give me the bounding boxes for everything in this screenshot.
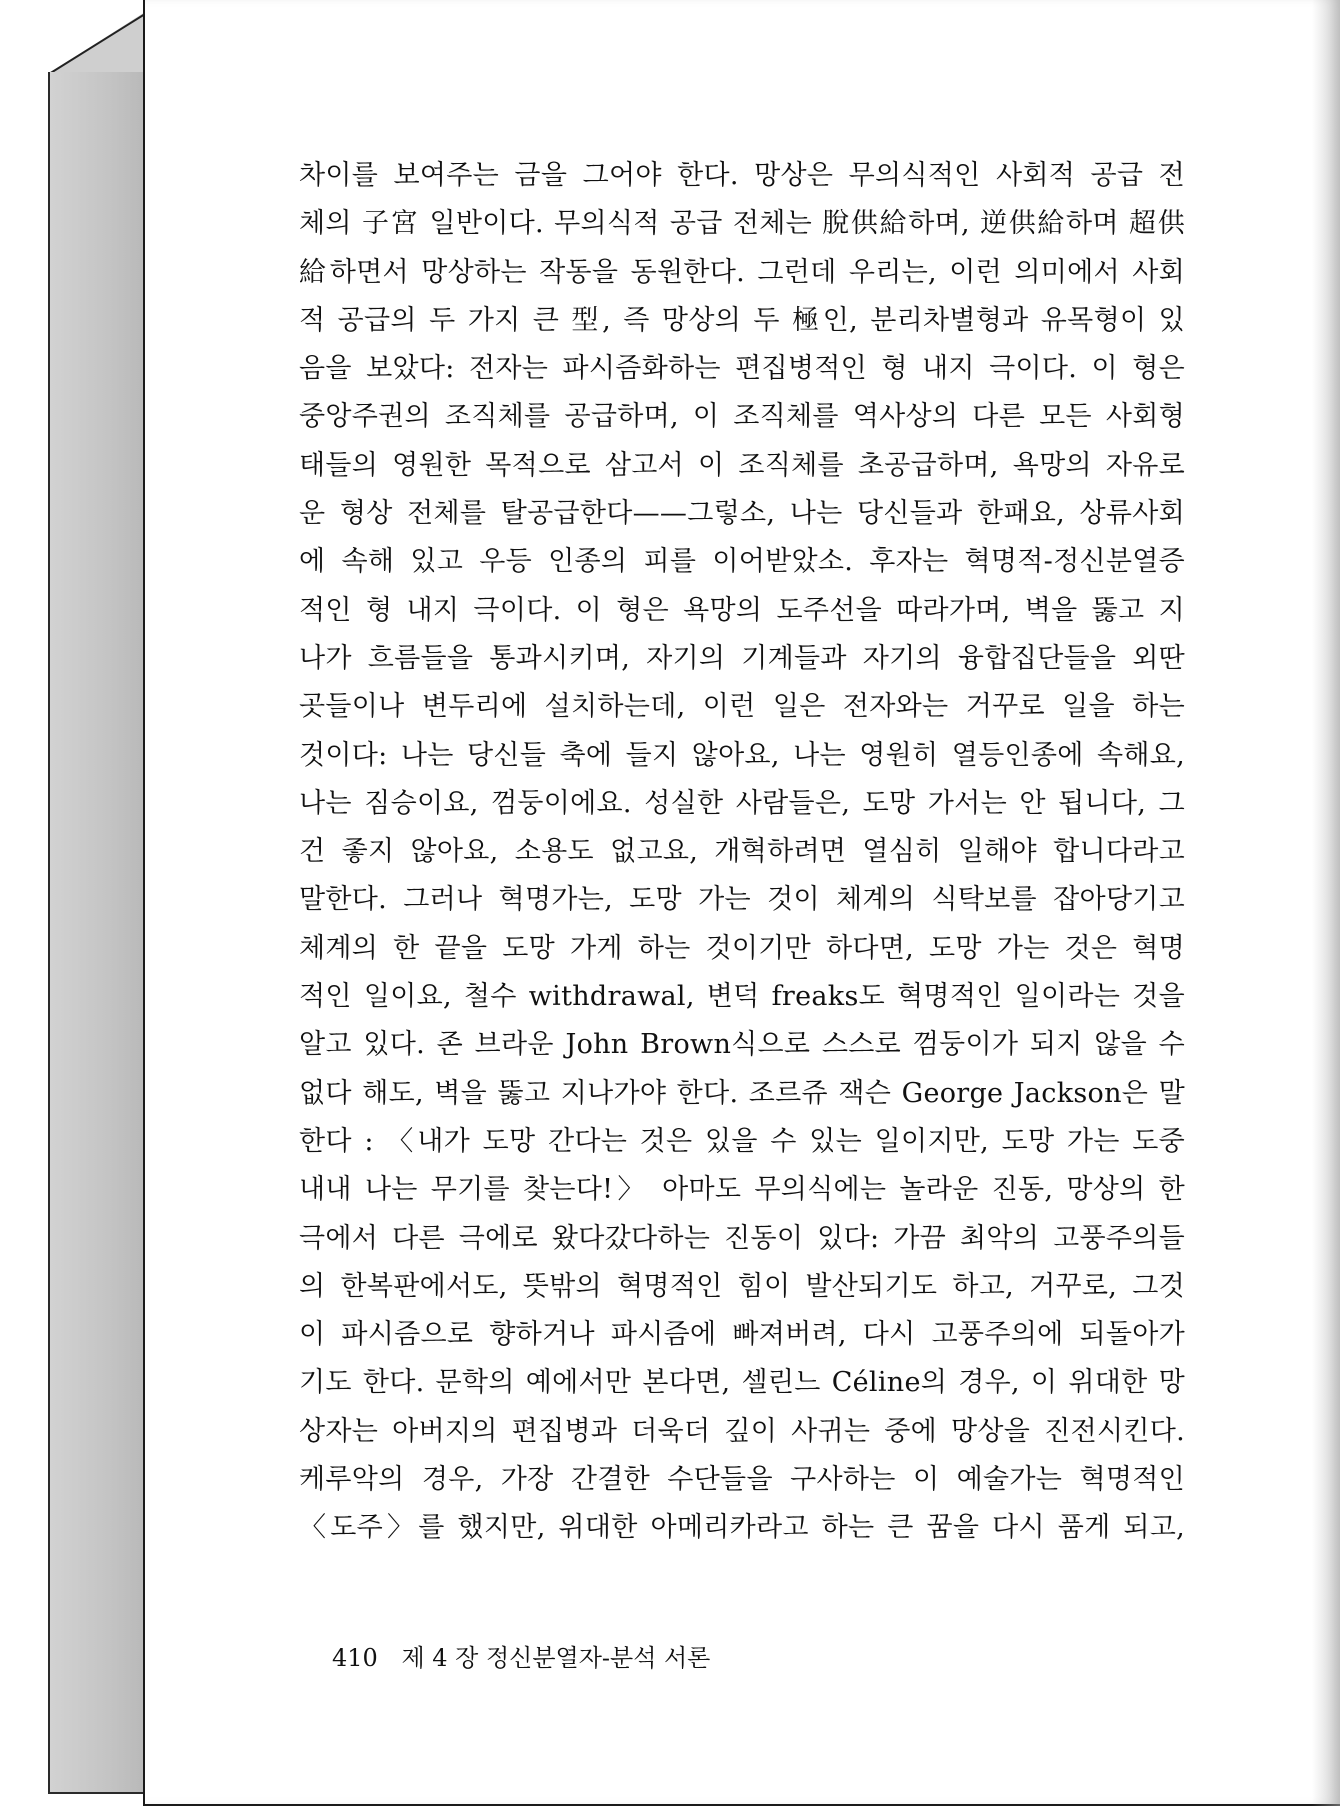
text-line: 나가 흐름들을 통과시키며, 자기의 기계들과 자기의 융합집단들을 외딴: [299, 642, 1185, 674]
text-line: 극에서 다른 극에로 왔다갔다하는 진동이 있다: 가끔 최악의 고풍주의들: [299, 1222, 1185, 1254]
text-line: 에 속해 있고 우등 인종의 피를 이어받았소. 후자는 혁명적-정신분열증: [299, 546, 1185, 578]
page-footer: [332, 1638, 710, 1673]
book-spine: [48, 72, 147, 1794]
text-line: 내내 나는 무기를 찾는다!〉 아마도 무의식에는 놀라운 진동, 망상의 한: [299, 1174, 1185, 1206]
text-line: 태들의 영원한 목적으로 삼고서 이 조직체를 초공급하며, 욕망의 자유로: [299, 449, 1185, 481]
text-line: 없다 해도, 벽을 뚫고 지나가야 한다. 조르쥬 잭슨 George Jackson은 말: [299, 1077, 1185, 1109]
page-number: 410: [332, 1644, 378, 1672]
text-line: 의 한복판에서도, 뜻밖의 혁명적인 힘이 발산되기도 하고, 거꾸로, 그것: [299, 1270, 1185, 1302]
text-line: 이 파시즘으로 향하거나 파시즘에 빠져버려, 다시 고풍주의에 되돌아가: [299, 1319, 1185, 1351]
text-line: 말한다. 그러나 혁명가는, 도망 가는 것이 체계의 식탁보를 잡아당기고: [299, 884, 1185, 916]
text-line: 것이다: 나는 당신들 축에 들지 않아요, 나는 영원히 열등인종에 속해요,: [299, 739, 1185, 771]
text-line: 체계의 한 끝을 도망 가게 하는 것이기만 하다면, 도망 가는 것은 혁명: [299, 932, 1185, 964]
text-line: 알고 있다. 존 브라운 John Brown식으로 스스로 껌둥이가 되지 않을 수: [299, 1029, 1185, 1061]
text-line: 상자는 아버지의 편집병과 더욱더 깊이 사귀는 중에 망상을 진전시킨다.: [299, 1415, 1185, 1447]
text-line: 적 공급의 두 가지 큰 型, 즉 망상의 두 極인, 분리차별형과 유목형이 있: [299, 304, 1185, 336]
book-spine-edge: [48, 12, 150, 76]
text-line: 중앙주권의 조직체를 공급하며, 이 조직체를 역사상의 다른 모든 사회형: [299, 401, 1185, 433]
text-line: 음을 보았다: 전자는 파시즘화하는 편집병적인 형 내지 극이다. 이 형은: [299, 353, 1185, 385]
body-text: [299, 152, 1185, 1553]
text-line: 기도 한다. 문학의 예에서만 본다면, 셀린느 Céline의 경우, 이 위대한 망: [299, 1367, 1185, 1399]
text-line: 給하면서 망상하는 작동을 동원한다. 그런데 우리는, 이런 의미에서 사회: [299, 256, 1185, 288]
page-edge-shadow: [1312, 0, 1340, 1806]
chapter-title: 제 4 장 정신분열자-분석 서론: [401, 1644, 711, 1672]
text-line: 체의 子宮 일반이다. 무의식적 공급 전체는 脫供給하며, 逆供給하며 超供: [299, 208, 1185, 240]
text-line: 적인 일이요, 철수 withdrawal, 변덕 freaks도 혁명적인 일이라는 것을: [299, 981, 1185, 1013]
text-line: 케루악의 경우, 가장 간결한 수단들을 구사하는 이 예술가는 혁명적인: [299, 1464, 1185, 1496]
text-line: 운 형상 전체를 탈공급한다——그렇소, 나는 당신들과 한패요, 상류사회: [299, 498, 1185, 530]
text-line: 차이를 보여주는 금을 그어야 한다. 망상은 무의식적인 사회적 공급 전: [299, 160, 1185, 191]
text-line: 적인 형 내지 극이다. 이 형은 욕망의 도주선을 따라가며, 벽을 뚫고 지: [299, 594, 1185, 626]
text-line: 곳들이나 변두리에 설치하는데, 이런 일은 전자와는 거꾸로 일을 하는: [299, 691, 1185, 723]
text-line: 〈도주〉를 했지만, 위대한 아메리카라고 하는 큰 꿈을 다시 품게 되고,: [299, 1512, 1185, 1544]
text-line: 나는 짐승이요, 껌둥이에요. 성실한 사람들은, 도망 가서는 안 됩니다, 그: [299, 787, 1185, 819]
text-line: 건 좋지 않아요, 소용도 없고요, 개혁하려면 열심히 일해야 합니다라고: [299, 836, 1185, 868]
text-line: 한다 : 〈내가 도망 간다는 것은 있을 수 있는 일이지만, 도망 가는 도중: [299, 1125, 1185, 1157]
